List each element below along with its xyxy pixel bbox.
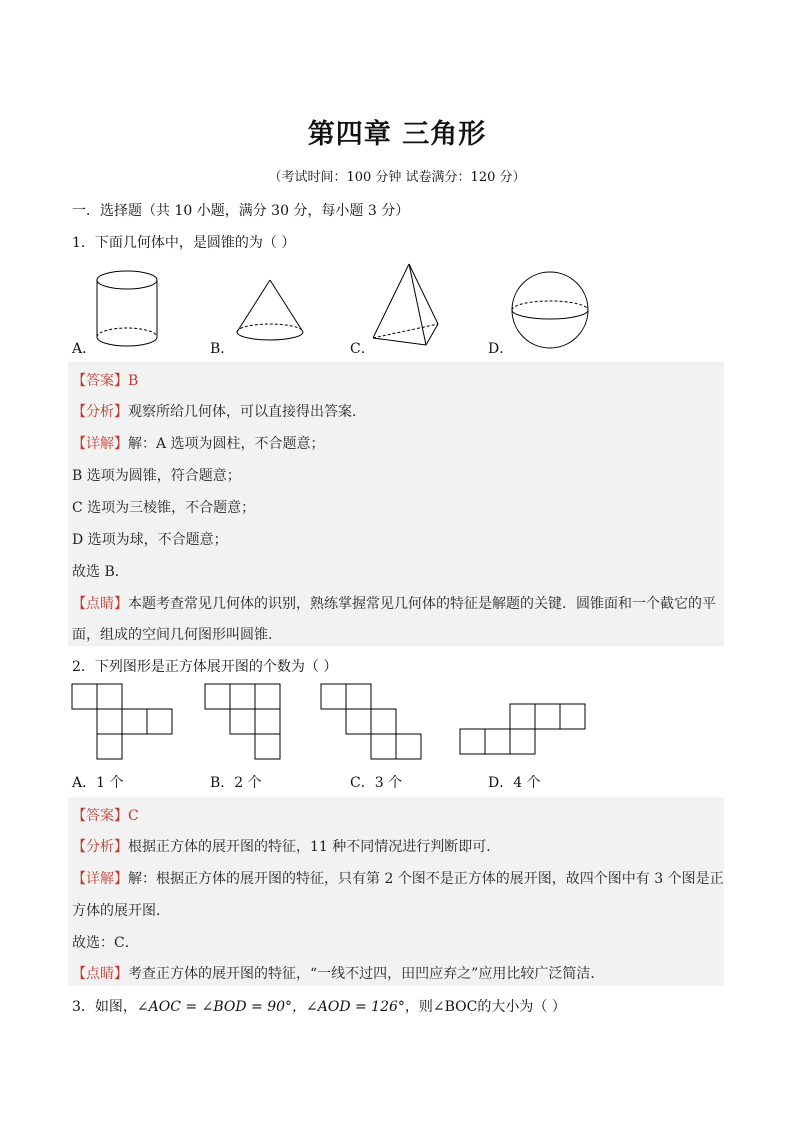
- analysis-text: 根据正方体的展开图的特征，11 种不同情况进行判断即可．: [128, 839, 501, 855]
- detail-tag: 【详解】: [72, 871, 128, 887]
- q1-analysis-line: [72, 401, 366, 421]
- q2-detail-line: [72, 868, 724, 888]
- pyramid-figure: [368, 262, 448, 352]
- detail-text: 解：A 选项为圆柱，不合题意；: [128, 436, 325, 452]
- q1-detail-b: B 选项为圆锥，符合题意；: [72, 468, 241, 484]
- answer-tag: 【答案】: [72, 808, 128, 824]
- comment-text: 考查正方体的展开图的特征，“一线不过四，田凹应弃之”应用比较广泛简洁．: [128, 966, 605, 982]
- q1-stem: 1．下面几何体中，是圆锥的为（ ）: [72, 235, 296, 251]
- q2-option-a: A．1 个: [72, 775, 124, 791]
- q2-detail-line-2: 方体的展开图．: [72, 903, 170, 919]
- detail-tag: 【详解】: [72, 436, 128, 452]
- q2-conclusion: 故选：C．: [72, 935, 139, 951]
- q2-option-d: D．4 个: [488, 775, 541, 791]
- analysis-tag: 【分析】: [72, 839, 128, 855]
- answer-value: C: [128, 808, 139, 824]
- answer-tag: 【答案】: [72, 373, 128, 389]
- net-figure-1: [72, 684, 176, 762]
- sphere-figure: [510, 270, 594, 354]
- q1-comment-line: [72, 593, 716, 613]
- q1-detail-d: D 选项为球，不合题意；: [72, 532, 228, 548]
- page-title: 第四章 三角形: [307, 119, 487, 150]
- q1-option-c: C．: [350, 341, 375, 357]
- q3-stem-prefix: 3．如图，: [72, 999, 137, 1015]
- q3-stem-suffix: ，则∠BOC的大小为（ ）: [404, 999, 566, 1015]
- q3-math: ∠AOC = ∠BOD = 90°，∠AOD = 126°: [136, 999, 405, 1015]
- comment-text: 本题考查常见几何体的识别，熟练掌握常见几何体的特征是解题的关键．圆锥面和一个截它的平: [128, 596, 716, 612]
- cone-figure: [232, 278, 312, 344]
- analysis-text: 观察所给几何体，可以直接得出答案．: [128, 404, 366, 420]
- net-figure-3: [321, 684, 425, 762]
- q2-stem: 2．下列图形是正方体展开图的个数为（ ）: [72, 659, 338, 675]
- q1-option-a: A．: [72, 341, 97, 357]
- comment-tag: 【点睛】: [72, 966, 128, 982]
- q2-comment-line: [72, 963, 604, 983]
- q3-stem: [72, 996, 566, 1016]
- q1-option-d: D．: [488, 341, 514, 357]
- detail-text: 解：根据正方体的展开图的特征，只有第 2 个图不是正方体的展开图，故四个图中有 3 个图是正: [128, 871, 724, 887]
- net-figure-4: [460, 704, 588, 758]
- q2-analysis-line: [72, 836, 500, 856]
- q1-detail-c: C 选项为三棱锥，不合题意；: [72, 500, 256, 516]
- answer-value: B: [128, 373, 139, 389]
- q1-option-b: B．: [210, 341, 235, 357]
- comment-tag: 【点睛】: [72, 596, 128, 612]
- q1-answer-line: [72, 370, 138, 390]
- q1-comment-line-2: 面，组成的空间几何图形叫圆锥．: [72, 627, 282, 643]
- section-heading: 一．选择题（共 10 小题，满分 30 分，每小题 3 分）: [72, 203, 410, 219]
- q2-answer-line: [72, 805, 139, 825]
- cylinder-figure: [94, 268, 164, 352]
- q1-detail-line: [72, 433, 325, 453]
- q2-answer-block: [68, 797, 724, 986]
- q1-conclusion: 故选 B．: [72, 564, 129, 580]
- analysis-tag: 【分析】: [72, 404, 128, 420]
- net-figure-2: [205, 684, 285, 762]
- q2-option-c: C．3 个: [350, 775, 403, 791]
- q2-option-b: B．2 个: [210, 775, 262, 791]
- page-subtitle: （考试时间：100 分钟 试卷满分：120 分）: [268, 170, 526, 185]
